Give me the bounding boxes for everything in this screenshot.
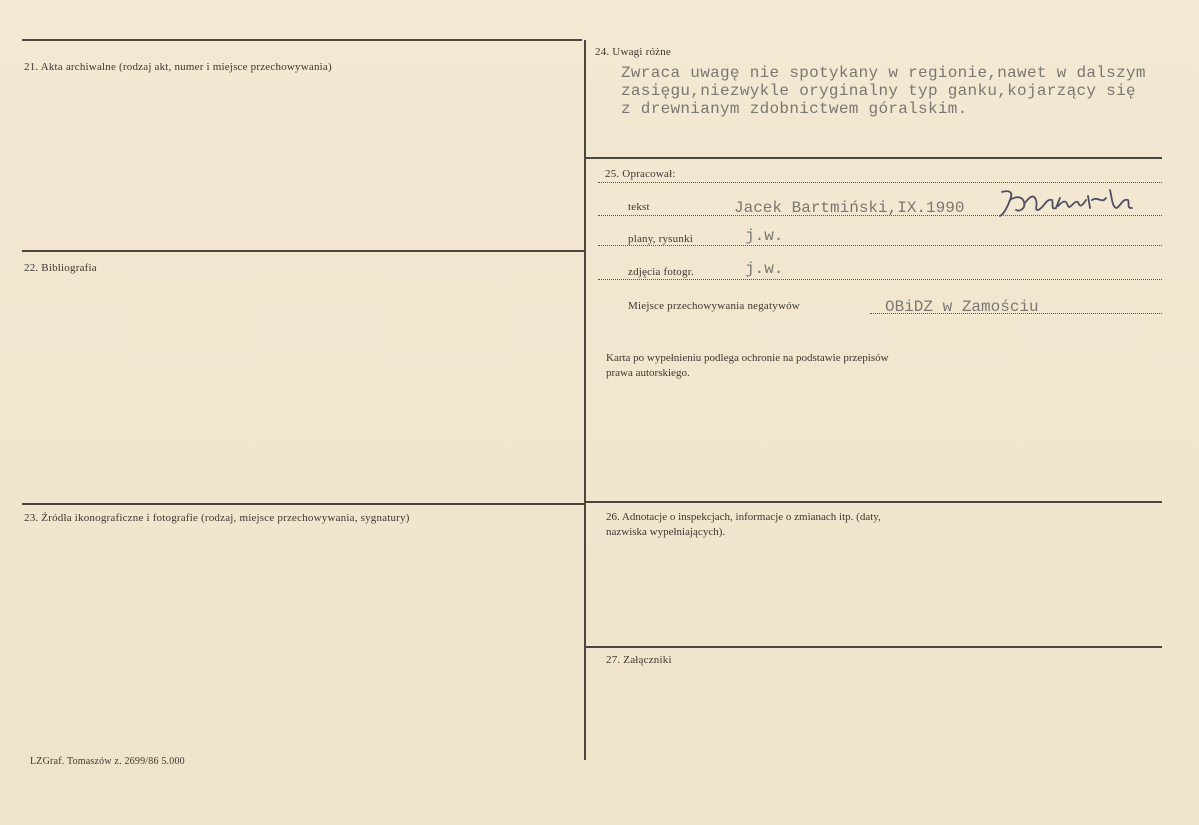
zdjecia-label: zdjęcia fotogr. [628, 266, 694, 278]
zdjecia-dotted-line [598, 279, 1162, 280]
plany-value: j.w. [745, 227, 784, 245]
negatywy-dotted-line [870, 313, 1162, 314]
copyright-notice [606, 351, 889, 381]
tekst-label: tekst [628, 201, 650, 213]
section-27-label: 27. Załączniki [606, 654, 672, 666]
section-25-label: 25. Opracował: [605, 168, 676, 180]
tekst-value: Jacek Bartmiński,IX.1990 [734, 199, 965, 217]
section-26-label [606, 510, 881, 540]
top-rule [22, 39, 582, 41]
notice-line: Karta po wypełnieniu podlega ochronie na podstawie przepisów [606, 352, 889, 364]
zdjecia-value: j.w. [745, 260, 784, 278]
section-25-header-dotted-line [598, 182, 1162, 183]
rule-25-26 [586, 501, 1162, 503]
section-23-label: 23. Źródła ikonograficzne i fotografie (rodzaj, miejsce przechowywania, sygnatury) [24, 512, 410, 524]
section-26-line: nazwiska wypełniających). [606, 526, 726, 538]
section-24-label: 24. Uwagi różne [595, 46, 672, 58]
tekst-dotted-line [598, 215, 1162, 216]
rule-22-23 [22, 503, 584, 505]
typed-line: zasięgu,niezwykle oryginalny typ ganku,kojarzący się [621, 82, 1136, 100]
rule-21-22 [22, 250, 584, 252]
section-21-label: 21. Akta archiwalne (rodzaj akt, numer i miejsce przechowywania) [24, 61, 332, 73]
negatywy-value: OBiDZ w Zamościu [885, 298, 1039, 316]
plany-dotted-line [598, 245, 1162, 246]
notice-line: prawa autorskiego. [606, 367, 690, 379]
printer-imprint: LZGraf. Tomaszów z. 2699/86 5.000 [30, 756, 185, 767]
center-divider [584, 40, 586, 760]
plany-label: plany, rysunki [628, 233, 694, 245]
typed-line: Zwraca uwagę nie spotykany w regionie,nawet w dalszym [621, 64, 1146, 82]
section-22-label: 22. Bibliografia [24, 262, 97, 274]
rule-26-27 [586, 646, 1162, 648]
author-signature [994, 186, 1144, 222]
section-26-line: 26. Adnotacje o inspekcjach, informacje o zmianach itp. (daty, [606, 511, 881, 523]
rule-24-25 [586, 157, 1162, 159]
negatywy-label: Miejsce przechowywania negatywów [628, 300, 800, 312]
section-24-typed-text [621, 64, 1146, 118]
typed-line: z drewnianym zdobnictwem góralskim. [621, 100, 968, 118]
